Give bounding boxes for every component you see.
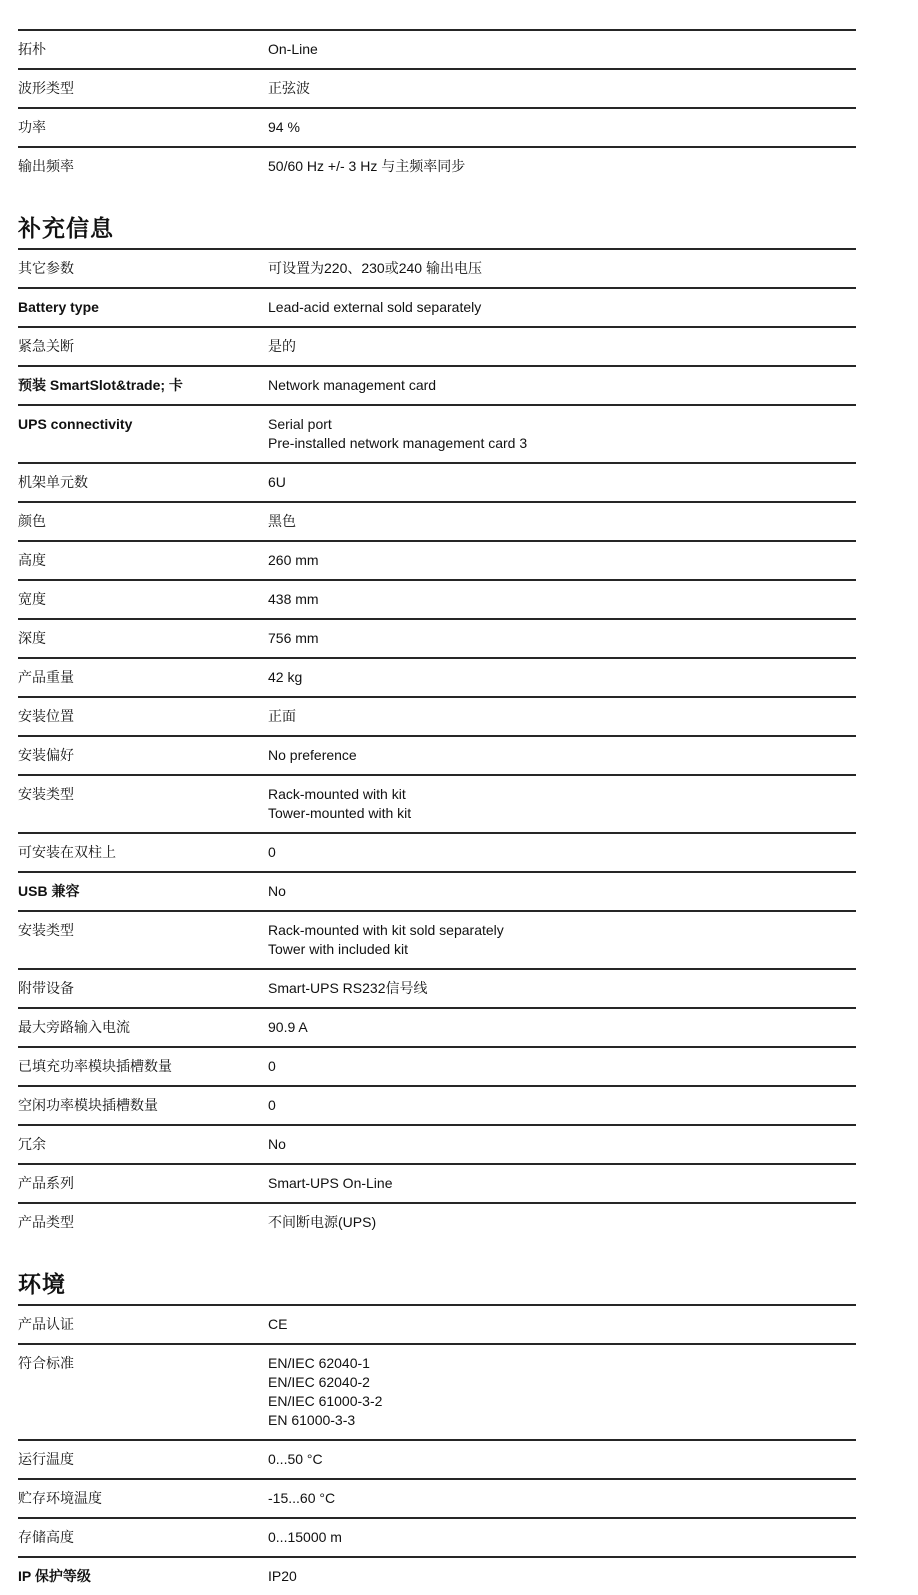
spec-row [18,1046,856,1085]
spec-value-line: Rack-mounted with kit [268,786,406,802]
spec-value-line: Serial port [268,416,332,432]
spec-label: 安装类型 [18,786,74,802]
spec-row [18,657,856,696]
spec-value [268,668,856,687]
spec-value-line: EN 61000-3-3 [268,1412,356,1428]
spec-label: 紧急关断 [18,338,74,354]
spec-label: 宽度 [18,591,46,607]
spec-label: 最大旁路输入电流 [18,1019,130,1035]
section-title: 环境 [18,1271,66,1297]
spec-value-line: 0 [268,1097,276,1113]
spec-value-line: 90.9 A [268,1019,308,1035]
spec-row [18,540,856,579]
spec-value-line: 不间断电源(UPS) [268,1214,377,1230]
spec-label: 高度 [18,552,46,568]
spec-value-line: 黑色 [268,513,296,529]
spec-value-line: Network management card [268,377,437,393]
spec-row [18,696,856,735]
spec-value-line: Smart-UPS RS232信号线 [268,980,428,996]
spec-row [18,1556,856,1595]
spec-label: 可安装在双柱上 [18,844,116,860]
spec-value-line: 0...50 °C [268,1451,323,1467]
spec-row [18,1478,856,1517]
spec-value-line: No [268,1136,286,1152]
spec-row [18,579,856,618]
spec-label: 存储高度 [18,1529,74,1545]
spec-row [18,1202,856,1241]
spec-row [18,1007,856,1046]
spec-value [268,473,856,492]
spec-label: 安装偏好 [18,747,74,763]
spec-label: USB 兼容 [18,883,80,899]
spec-label: 贮存环境温度 [18,1490,102,1506]
spec-value-line: Tower-mounted with kit [268,805,412,821]
spec-value [268,1135,856,1154]
spec-row [18,462,856,501]
spec-value-line: Smart-UPS On-Line [268,1175,393,1191]
spec-label: 功率 [18,119,46,135]
spec-value-line: Tower with included kit [268,941,409,957]
spec-label: 安装位置 [18,708,74,724]
spec-value [268,79,856,98]
spec-row [18,1304,856,1343]
spec-value-line: 正面 [268,708,296,724]
spec-value-line: 438 mm [268,591,319,607]
spec-row [18,1085,856,1124]
spec-value-line: On-Line [268,41,318,57]
spec-value [268,551,856,570]
spec-row [18,326,856,365]
spec-label: 产品类型 [18,1214,74,1230]
spec-row [18,1163,856,1202]
spec-value [268,979,856,998]
spec-value-line: 50/60 Hz +/- 3 Hz 与主频率同步 [268,158,466,174]
spec-value [268,512,856,531]
spec-value [268,1567,856,1586]
spec-label: UPS connectivity [18,416,133,432]
spec-row [18,1439,856,1478]
spec-row [18,248,856,287]
spec-row [18,1124,856,1163]
spec-value [268,1174,856,1193]
spec-row [18,774,856,832]
spec-section [18,29,856,185]
spec-value [268,882,856,901]
spec-label: 预装 SmartSlot&trade; 卡 [18,377,183,393]
spec-value [268,1315,856,1334]
spec-label: 深度 [18,630,46,646]
spec-value [268,921,856,959]
spec-row [18,618,856,657]
spec-value [268,376,856,395]
spec-label: 已填充功率模块插槽数量 [18,1058,172,1074]
spec-label: 空闲功率模块插槽数量 [18,1097,158,1113]
spec-value-line: Pre-installed network management card 3 [268,435,528,451]
spec-row [18,968,856,1007]
spec-value-line: 260 mm [268,552,319,568]
spec-value [268,1354,856,1430]
spec-label: 颜色 [18,513,46,529]
spec-label: 其它参数 [18,260,74,276]
spec-label: Battery type [18,299,99,315]
spec-value-line: 正弦波 [268,80,310,96]
spec-label: 机架单元数 [18,474,88,490]
spec-value [268,785,856,823]
spec-row [18,146,856,185]
spec-value [268,118,856,137]
spec-value-line: EN/IEC 62040-2 [268,1374,370,1390]
spec-label: 产品系列 [18,1175,74,1191]
spec-label: 冗余 [18,1136,46,1152]
spec-value [268,415,856,453]
spec-value [268,40,856,59]
spec-value-line: 可设置为220、230或240 输出电压 [268,260,482,276]
spec-value-line: 0 [268,1058,276,1074]
spec-row [18,1343,856,1439]
spec-value-line: No [268,883,286,899]
spec-value [268,1096,856,1115]
spec-label: 产品重量 [18,669,74,685]
spec-section [18,1269,856,1595]
spec-label: 运行温度 [18,1451,74,1467]
spec-row [18,68,856,107]
spec-value [268,1450,856,1469]
spec-value [268,707,856,726]
spec-value-line: 94 % [268,119,300,135]
spec-value [268,259,856,278]
spec-table [18,29,856,1595]
spec-row [18,910,856,968]
spec-value [268,629,856,648]
spec-value-line: 0 [268,844,276,860]
spec-value [268,157,856,176]
spec-value-line: 756 mm [268,630,319,646]
spec-value-line: 6U [268,474,286,490]
spec-row [18,365,856,404]
spec-value-line: Rack-mounted with kit sold separately [268,922,504,938]
spec-row [18,871,856,910]
spec-row [18,404,856,462]
spec-value-line: 0...15000 m [268,1529,342,1545]
spec-label: 产品认证 [18,1316,74,1332]
spec-value-line: EN/IEC 61000-3-2 [268,1393,383,1409]
spec-row [18,501,856,540]
spec-section [18,213,856,1241]
spec-label: 拓朴 [18,41,46,57]
spec-value-line: EN/IEC 62040-1 [268,1355,370,1371]
spec-row [18,29,856,68]
spec-label: 符合标准 [18,1355,74,1371]
spec-value-line: 是的 [268,338,296,354]
spec-row [18,832,856,871]
spec-value-line: No preference [268,747,357,763]
spec-row [18,107,856,146]
spec-value [268,337,856,356]
spec-row [18,287,856,326]
spec-value [268,1018,856,1037]
spec-value [268,1213,856,1232]
spec-value-line: IP20 [268,1568,297,1584]
spec-value-line: Lead-acid external sold separately [268,299,482,315]
spec-value-line: 42 kg [268,669,303,685]
spec-value [268,1489,856,1508]
spec-label: 波形类型 [18,80,74,96]
spec-value [268,1057,856,1076]
spec-label: 附带设备 [18,980,74,996]
spec-value [268,298,856,317]
section-title: 补充信息 [18,215,114,241]
spec-row [18,735,856,774]
spec-value [268,843,856,862]
spec-value [268,746,856,765]
spec-label: 安装类型 [18,922,74,938]
spec-value-line: -15...60 °C [268,1490,336,1506]
spec-label: IP 保护等级 [18,1568,91,1584]
spec-row [18,1517,856,1556]
spec-label: 输出频率 [18,158,74,174]
spec-value-line: CE [268,1316,288,1332]
spec-value [268,590,856,609]
